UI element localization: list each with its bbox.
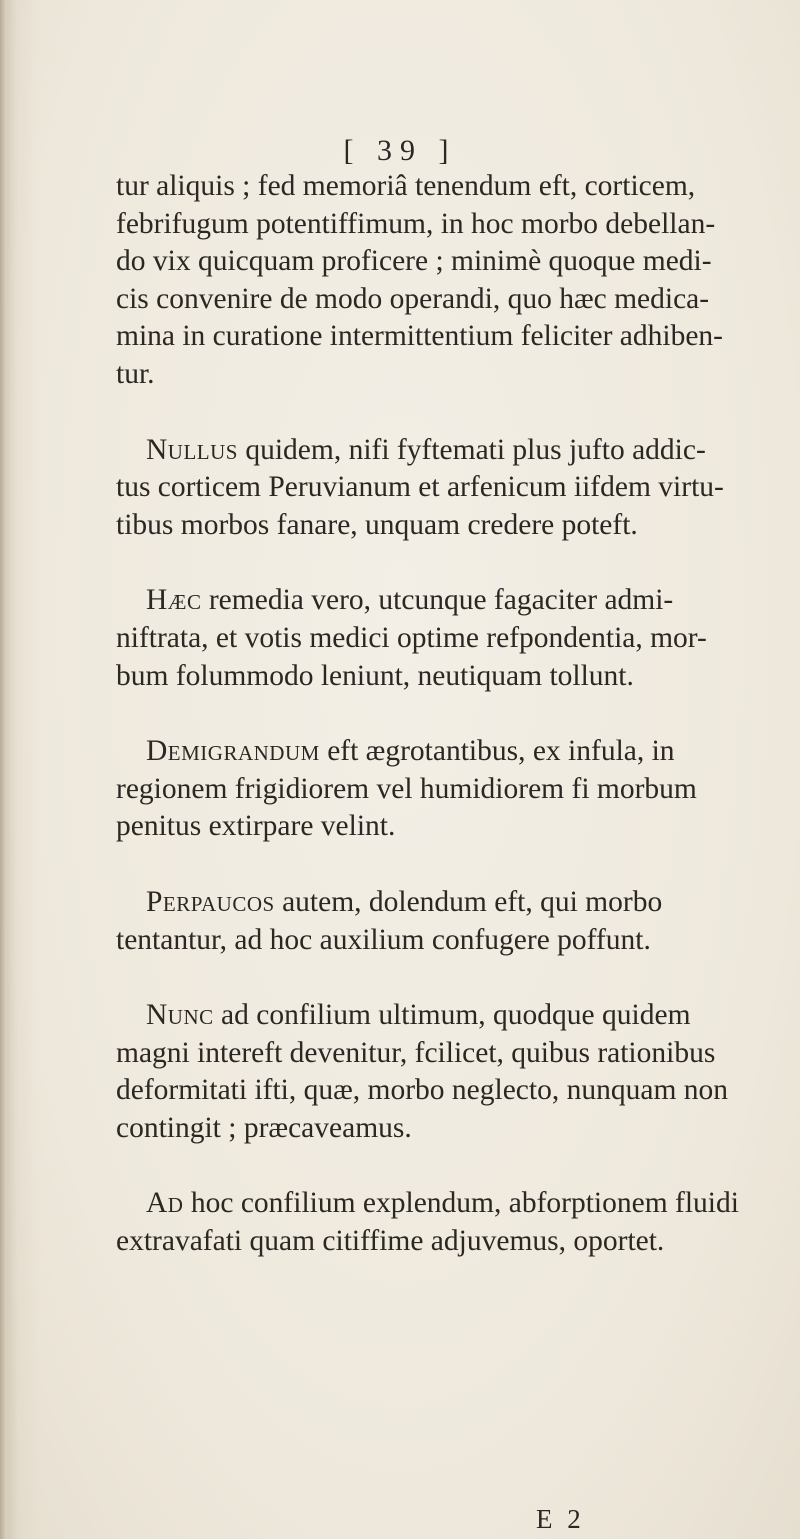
body-text (116, 168, 746, 1299)
text-line: mina in curatione intermittentium feliciter adhiben- (116, 320, 723, 353)
text-line: contingit ; præcaveamus. (116, 1111, 412, 1144)
text-line: tentantur, ad hoc auxilium confugere poffunt. (116, 923, 651, 956)
text-line: regionem frigidiorem vel humidiorem fi morbum (116, 772, 697, 805)
text-line: magni intereft devenitur, fcilicet, quibus rationibus (116, 1036, 716, 1069)
text-line: tur. (116, 357, 155, 390)
paragraph-lead-word: Perpaucos (146, 885, 275, 918)
text-line: niftrata, et votis medici optime refpondentia, mor- (116, 621, 707, 654)
paragraph-lead-word: Hæc (146, 584, 202, 617)
text-line: cis convenire de modo operandi, quo hæc medica- (116, 282, 710, 315)
text-line-rest: remedia vero, utcunque fagaciter admi- (201, 584, 674, 617)
text-line: penitus extirpare velint. (116, 810, 396, 843)
paragraph-lead-word: Nunc (146, 999, 214, 1032)
binding-edge (0, 0, 10, 1539)
paragraph-lead-word: Nullus (146, 433, 238, 466)
text-line-first (116, 733, 746, 771)
paragraph-6 (116, 997, 746, 1147)
text-line-first (116, 432, 746, 470)
text-line-first (116, 1185, 746, 1223)
text-line-rest: autem, dolendum eft, qui morbo (274, 885, 663, 918)
text-line: tur aliquis ; fed memoriâ tenendum eft, corticem, (116, 170, 696, 202)
paragraph-5 (116, 884, 746, 959)
paragraph-2 (116, 432, 746, 545)
text-line-rest: ad confilium ultimum, quodque quidem (213, 999, 691, 1032)
text-line: tibus morbos fanare, unquam credere poteft. (116, 508, 638, 541)
paragraph-1 (116, 168, 746, 394)
paragraph-3 (116, 582, 746, 695)
text-line: deformitati ifti, quæ, morbo neglecto, nunquam non (116, 1074, 729, 1107)
text-line: do vix quicquam proficere ; minimè quoque medi- (116, 245, 712, 278)
paragraph-4 (116, 733, 746, 846)
paragraph-7 (116, 1185, 746, 1260)
text-line: tus corticem Peruvianum et arfenicum iifdem virtu- (116, 471, 724, 504)
text-line: febrifugum potentiffimum, in hoc morbo debellan- (116, 207, 716, 240)
text-line-rest: eft ægrotantibus, ex infula, in (319, 735, 675, 768)
text-line: bum folummodo leniunt, neutiquam tollunt. (116, 659, 634, 692)
paragraph-lead-word: Demigrandum (146, 735, 320, 768)
signature-mark: E 2 (536, 1504, 585, 1534)
text-line-rest: hoc confilium explendum, abforptionem fluidi (183, 1187, 739, 1220)
text-line-first (116, 884, 746, 922)
text-line-first (116, 997, 746, 1035)
text-line-rest: quidem, nifi fyftemati plus jufto addic- (237, 433, 706, 466)
paragraph-lead-word: Ad (146, 1187, 184, 1220)
text-line: extravafati quam citiffime adjuvemus, oportet. (116, 1225, 665, 1258)
page-number: [ 39 ] (343, 134, 457, 167)
text-line-first (116, 582, 746, 620)
